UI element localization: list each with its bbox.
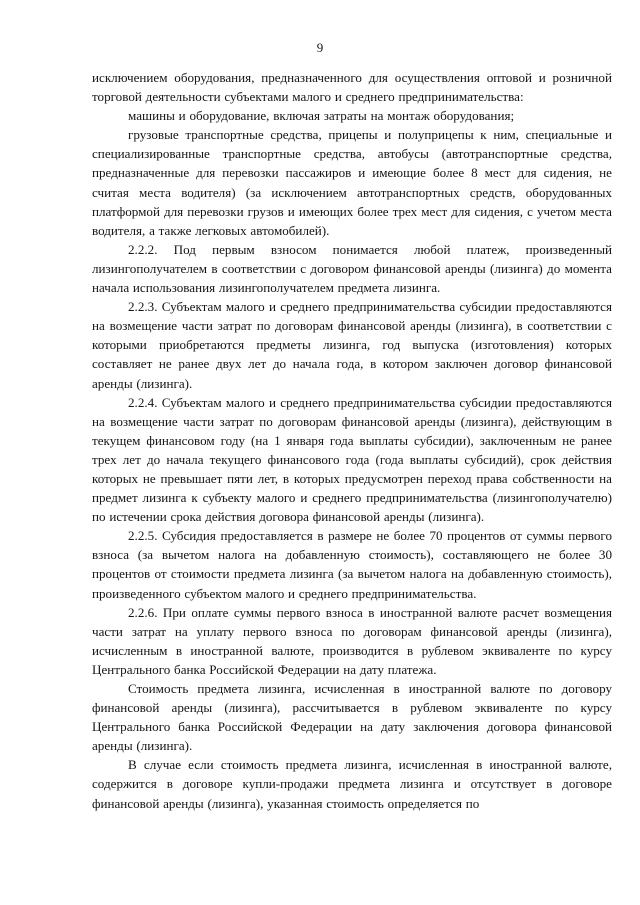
paragraph-2-2-4: 2.2.4. Субъектам малого и среднего предпринимательства субсидии предоставляются на возмещение части затрат по договорам финансовой аренды (лизинга), действующим в текущем финансовом году (на 1 января года выплаты субсидии), заключенным не ранее трех лет до начала текущего финансового года (года выплаты субсидий), срок действия которых не превышает пяти лет, в которых предусмотрен переход права собственности на предмет лизинга к субъекту малого и среднего предпринимательства (лизингополучателю) по истечении срока действия договора финансовой аренды (лизинга). — [92, 394, 612, 525]
paragraph-2-2-5: 2.2.5. Субсидия предоставляется в размере не более 70 процентов от суммы первого взноса (за вычетом налога на добавленную стоимость), составляющего не более 30 процентов от стоимости предмета лизинга (за вычетом налога на добавленную стоимость), произведенного субъектом малого и среднего предпринимательства. — [92, 528, 612, 601]
paragraph-2-2-3: 2.2.3. Субъектам малого и среднего предпринимательства субсидии предоставляются на возмещение части затрат по договорам финансовой аренды (лизинга), в соответствии с которыми приобретаются предметы лизинга, год выпуска (изготовления) которых составляет не ранее двух лет до начала года, в котором заключен договор финансовой аренды (лизинга). — [92, 299, 612, 391]
paragraph-2-2-6: 2.2.6. При оплате суммы первого взноса в иностранной валюте расчет возмещения части затрат на уплату первого взноса по договорам финансовой аренды (лизинга), исчисленным в иностранной валюте, производится в рублевом эквиваленте по курсу Центрального банка Российской Федерации на дату платежа. — [92, 604, 612, 677]
page-number: 9 — [316, 40, 324, 55]
document-body — [92, 68, 612, 813]
paragraph-leasing-cost: Стоимость предмета лизинга, исчисленная в иностранной валюте по договору финансовой аренды (лизинга), рассчитывается в рублевом эквиваленте по курсу Центрального банка Российской Федерации на дату заключения договора финансовой аренды (лизинга). — [92, 681, 612, 754]
paragraph-2-2-2: 2.2.2. Под первым взносом понимается любой платеж, произведенный лизингополучателем в соответствии с договором финансовой аренды (лизинга) до момента начала использования лизингополучателем предмета лизинга. — [92, 241, 612, 296]
paragraph-purchase-contract: В случае если стоимость предмета лизинга, исчисленная в иностранной валюте, содержится в договоре купли-продажи предмета лизинга и отсутствует в договоре финансовой аренды (лизинга), указанная стоимость определяется по — [92, 757, 612, 811]
paragraph-machines: машины и оборудование, включая затраты на монтаж оборудования; — [128, 108, 515, 124]
paragraph-continuation: исключением оборудования, предназначенного для осуществления оптовой и розничной торговой деятельности субъектами малого и среднего предпринимательства: — [92, 70, 612, 105]
paragraph-vehicles: грузовые транспортные средства, прицепы и полуприцепы к ним, специальные и специализированные транспортные средства, автобусы (автотранспортные средства, предназначенные для перевозки пассажиров и имеющие более 8 мест для сидения, не считая места водителя) (за исключением автотранспортных средств, оборудованных платформой для перевозки грузов и имеющих более трех мест для сидения, с учетом места водителя, а также легковых автомобилей). — [92, 127, 612, 238]
